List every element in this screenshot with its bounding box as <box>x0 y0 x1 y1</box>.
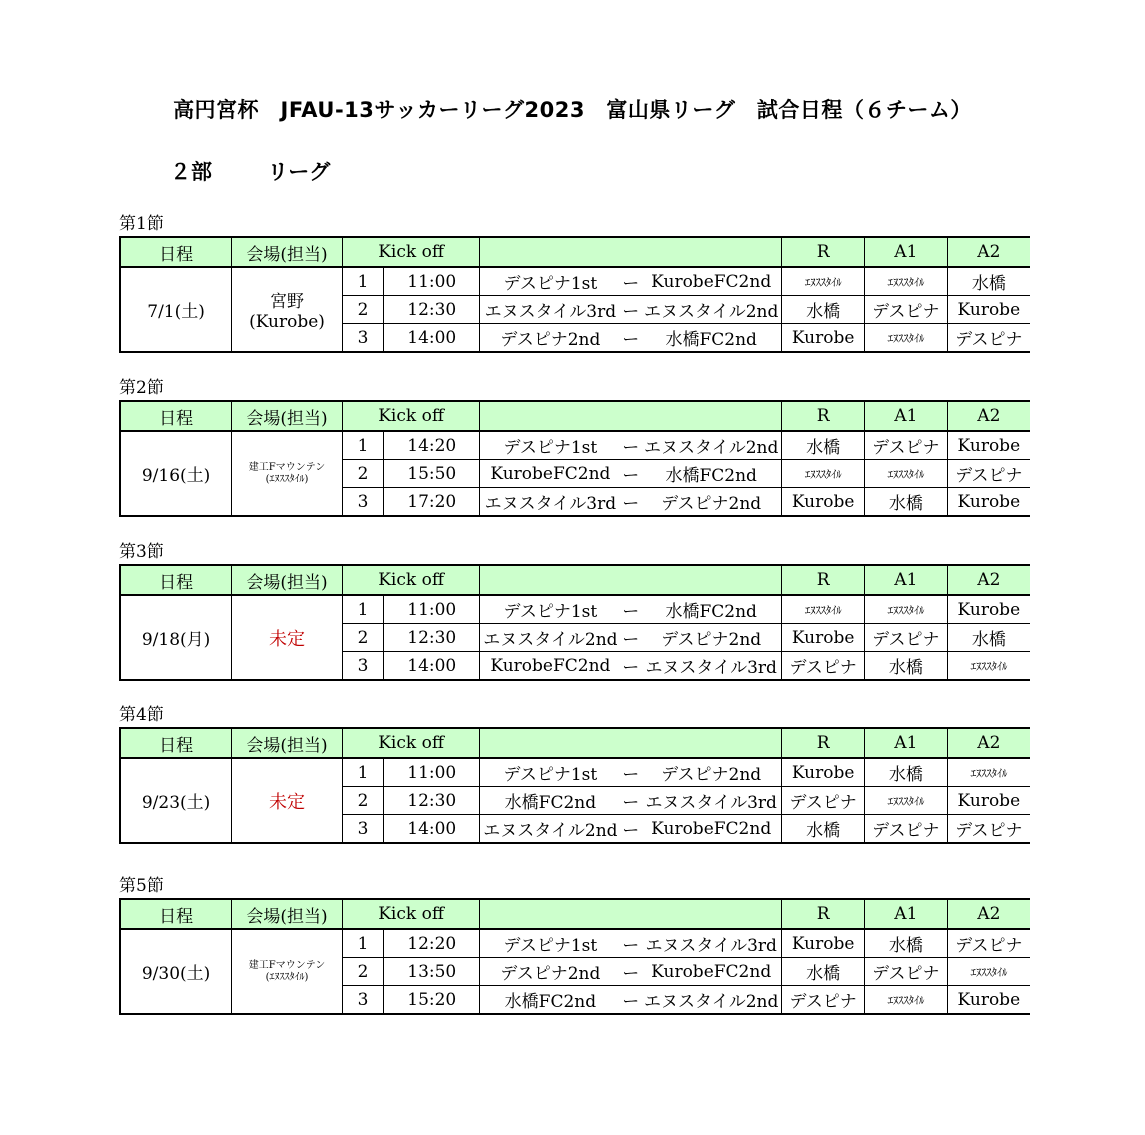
away-team: 水橋FC2nd <box>641 595 782 624</box>
venue-name: 建工Fマウンテン <box>248 461 326 473</box>
header-assistant-1: A1 <box>864 237 947 267</box>
referee: 水橋 <box>782 958 865 986</box>
venue-name: 宮野 <box>269 292 304 312</box>
versus-separator: ー <box>620 296 641 324</box>
round-block <box>119 540 1030 681</box>
match-row <box>120 267 1030 296</box>
round-label: 第4節 <box>119 705 164 725</box>
match-venue <box>232 595 343 680</box>
header-referee: R <box>782 237 865 267</box>
schedule-table <box>119 400 1030 517</box>
assistant-1: ｴﾇｽｽﾀｲﾙ <box>864 986 947 1015</box>
header-kickoff: Kick off <box>342 237 480 267</box>
assistant-2: デスピナ <box>947 324 1030 353</box>
assistant-1: デスピナ <box>864 958 947 986</box>
away-team: エヌスタイル3rd <box>641 787 782 815</box>
assistant-1: デスピナ <box>864 431 947 460</box>
home-team: 水橋FC2nd <box>480 787 621 815</box>
header-assistant-2: A2 <box>947 899 1030 929</box>
match-number: 1 <box>342 267 383 296</box>
versus-separator: ー <box>620 815 641 844</box>
assistant-2: ｴﾇｽｽﾀｲﾙ <box>947 652 1030 681</box>
match-number: 1 <box>342 929 383 958</box>
away-team: エヌスタイル3rd <box>641 652 782 681</box>
schedule-table <box>119 236 1030 353</box>
round-label: 第1節 <box>119 214 164 234</box>
division-part: ２部 <box>170 160 212 184</box>
kickoff-time: 11:00 <box>384 267 480 296</box>
versus-separator: ー <box>620 431 641 460</box>
header-date: 日程 <box>120 565 232 595</box>
versus-separator: ー <box>620 324 641 353</box>
match-number: 3 <box>342 324 383 353</box>
match-date: 9/18(月) <box>120 595 232 680</box>
assistant-2: Kurobe <box>947 431 1030 460</box>
header-row <box>120 401 1030 431</box>
referee: 水橋 <box>782 815 865 844</box>
header-venue: 会場(担当) <box>232 728 343 758</box>
header-date: 日程 <box>120 899 232 929</box>
away-team: KurobeFC2nd <box>641 815 782 844</box>
assistant-1: 水橋 <box>864 652 947 681</box>
assistant-1: 水橋 <box>864 929 947 958</box>
venue-host: (Kurobe) <box>249 312 325 332</box>
header-row <box>120 728 1030 758</box>
match-venue <box>232 758 343 843</box>
match-row <box>120 758 1030 787</box>
round-label: 第3節 <box>119 542 164 562</box>
referee: Kurobe <box>782 488 865 517</box>
match-number: 2 <box>342 624 383 652</box>
match-number: 1 <box>342 431 383 460</box>
kickoff-time: 12:30 <box>384 624 480 652</box>
kickoff-time: 17:20 <box>384 488 480 517</box>
assistant-1: デスピナ <box>864 624 947 652</box>
match-number: 1 <box>342 758 383 787</box>
round-label: 第2節 <box>119 378 164 398</box>
assistant-2: ｴﾇｽｽﾀｲﾙ <box>947 758 1030 787</box>
referee: ｴﾇｽｽﾀｲﾙ <box>782 267 865 296</box>
venue-name: 未定 <box>268 628 305 650</box>
page-title: 高円宮杯 JFAU-13サッカーリーグ2023 富山県リーグ 試合日程（６チーム） <box>173 98 972 122</box>
header-match <box>480 237 782 267</box>
header-referee: R <box>782 565 865 595</box>
referee: Kurobe <box>782 624 865 652</box>
header-row <box>120 565 1030 595</box>
versus-separator: ー <box>620 460 641 488</box>
header-venue: 会場(担当) <box>232 899 343 929</box>
match-number: 3 <box>342 986 383 1015</box>
versus-separator: ー <box>620 652 641 681</box>
away-team: エヌスタイル2nd <box>641 431 782 460</box>
header-date: 日程 <box>120 401 232 431</box>
header-referee: R <box>782 728 865 758</box>
match-date: 7/1(土) <box>120 267 232 352</box>
assistant-1: ｴﾇｽｽﾀｲﾙ <box>864 787 947 815</box>
versus-separator: ー <box>620 488 641 517</box>
assistant-2: 水橋 <box>947 267 1030 296</box>
kickoff-time: 13:50 <box>384 958 480 986</box>
assistant-2: デスピナ <box>947 929 1030 958</box>
referee: デスピナ <box>782 652 865 681</box>
home-team: エヌスタイル2nd <box>480 624 621 652</box>
header-date: 日程 <box>120 237 232 267</box>
assistant-2: Kurobe <box>947 787 1030 815</box>
header-kickoff: Kick off <box>342 401 480 431</box>
header-assistant-2: A2 <box>947 565 1030 595</box>
header-assistant-1: A1 <box>864 401 947 431</box>
kickoff-time: 12:20 <box>384 929 480 958</box>
referee: 水橋 <box>782 431 865 460</box>
match-number: 3 <box>342 652 383 681</box>
schedule-table <box>119 564 1030 681</box>
away-team: 水橋FC2nd <box>641 324 782 353</box>
match-number: 2 <box>342 787 383 815</box>
home-team: デスピナ2nd <box>480 324 621 353</box>
versus-separator: ー <box>620 958 641 986</box>
header-match <box>480 565 782 595</box>
away-team: エヌスタイル2nd <box>641 986 782 1015</box>
header-assistant-1: A1 <box>864 728 947 758</box>
header-match <box>480 401 782 431</box>
home-team: デスピナ1st <box>480 595 621 624</box>
home-team: デスピナ1st <box>480 758 621 787</box>
referee: Kurobe <box>782 758 865 787</box>
versus-separator: ー <box>620 624 641 652</box>
versus-separator: ー <box>620 595 641 624</box>
match-date: 9/30(土) <box>120 929 232 1014</box>
away-team: デスピナ2nd <box>641 488 782 517</box>
header-assistant-1: A1 <box>864 565 947 595</box>
header-venue: 会場(担当) <box>232 237 343 267</box>
away-team: エヌスタイル3rd <box>641 929 782 958</box>
versus-separator: ー <box>620 267 641 296</box>
kickoff-time: 11:00 <box>384 595 480 624</box>
match-number: 2 <box>342 460 383 488</box>
schedule-table <box>119 727 1030 844</box>
match-number: 1 <box>342 595 383 624</box>
header-row <box>120 899 1030 929</box>
match-venue <box>232 431 343 516</box>
kickoff-time: 14:00 <box>384 324 480 353</box>
round-block <box>119 874 1030 1015</box>
home-team: エヌスタイル3rd <box>480 488 621 517</box>
match-venue <box>232 929 343 1014</box>
kickoff-time: 12:30 <box>384 787 480 815</box>
header-assistant-2: A2 <box>947 237 1030 267</box>
round-label: 第5節 <box>119 876 164 896</box>
versus-separator: ー <box>620 929 641 958</box>
kickoff-time: 14:00 <box>384 815 480 844</box>
assistant-2: Kurobe <box>947 296 1030 324</box>
assistant-2: Kurobe <box>947 595 1030 624</box>
schedule-table <box>119 898 1030 1015</box>
assistant-2: Kurobe <box>947 488 1030 517</box>
away-team: デスピナ2nd <box>641 624 782 652</box>
round-block <box>119 212 1030 353</box>
home-team: デスピナ2nd <box>480 958 621 986</box>
referee: Kurobe <box>782 324 865 353</box>
assistant-1: デスピナ <box>864 815 947 844</box>
referee: ｴﾇｽｽﾀｲﾙ <box>782 595 865 624</box>
venue-host: (ｴﾇｽｽﾀｲﾙ) <box>265 473 309 485</box>
kickoff-time: 12:30 <box>384 296 480 324</box>
home-team: 水橋FC2nd <box>480 986 621 1015</box>
assistant-2: デスピナ <box>947 460 1030 488</box>
assistant-1: 水橋 <box>864 758 947 787</box>
venue-name: 建工Fマウンテン <box>248 959 326 971</box>
home-team: エヌスタイル3rd <box>480 296 621 324</box>
assistant-1: ｴﾇｽｽﾀｲﾙ <box>864 267 947 296</box>
away-team: エヌスタイル2nd <box>641 296 782 324</box>
home-team: デスピナ1st <box>480 929 621 958</box>
header-kickoff: Kick off <box>342 899 480 929</box>
away-team: KurobeFC2nd <box>641 267 782 296</box>
away-team: KurobeFC2nd <box>641 958 782 986</box>
round-block <box>119 703 1030 844</box>
home-team: デスピナ1st <box>480 267 621 296</box>
referee: デスピナ <box>782 787 865 815</box>
away-team: デスピナ2nd <box>641 758 782 787</box>
division-heading <box>170 156 330 186</box>
referee: 水橋 <box>782 296 865 324</box>
match-venue <box>232 267 343 352</box>
header-kickoff: Kick off <box>342 728 480 758</box>
home-team: KurobeFC2nd <box>480 460 621 488</box>
venue-host: (ｴﾇｽｽﾀｲﾙ) <box>265 971 309 983</box>
match-date: 9/16(土) <box>120 431 232 516</box>
home-team: デスピナ1st <box>480 431 621 460</box>
assistant-1: 水橋 <box>864 488 947 517</box>
referee: Kurobe <box>782 929 865 958</box>
match-number: 2 <box>342 296 383 324</box>
referee: デスピナ <box>782 986 865 1015</box>
kickoff-time: 14:00 <box>384 652 480 681</box>
header-assistant-2: A2 <box>947 401 1030 431</box>
header-assistant-2: A2 <box>947 728 1030 758</box>
match-date: 9/23(土) <box>120 758 232 843</box>
match-row <box>120 431 1030 460</box>
assistant-2: 水橋 <box>947 624 1030 652</box>
round-block <box>119 376 1030 517</box>
kickoff-time: 15:20 <box>384 986 480 1015</box>
kickoff-time: 11:00 <box>384 758 480 787</box>
kickoff-time: 15:50 <box>384 460 480 488</box>
division-league: リーグ <box>267 160 331 184</box>
kickoff-time: 14:20 <box>384 431 480 460</box>
header-date: 日程 <box>120 728 232 758</box>
home-team: エヌスタイル2nd <box>480 815 621 844</box>
match-row <box>120 929 1030 958</box>
header-assistant-1: A1 <box>864 899 947 929</box>
header-referee: R <box>782 899 865 929</box>
header-row <box>120 237 1030 267</box>
header-venue: 会場(担当) <box>232 565 343 595</box>
assistant-2: デスピナ <box>947 815 1030 844</box>
match-number: 3 <box>342 815 383 844</box>
assistant-1: ｴﾇｽｽﾀｲﾙ <box>864 460 947 488</box>
versus-separator: ー <box>620 758 641 787</box>
match-row <box>120 595 1030 624</box>
referee: ｴﾇｽｽﾀｲﾙ <box>782 460 865 488</box>
header-match <box>480 728 782 758</box>
assistant-1: ｴﾇｽｽﾀｲﾙ <box>864 595 947 624</box>
header-venue: 会場(担当) <box>232 401 343 431</box>
venue-name: 未定 <box>268 791 305 813</box>
home-team: KurobeFC2nd <box>480 652 621 681</box>
match-number: 2 <box>342 958 383 986</box>
assistant-1: デスピナ <box>864 296 947 324</box>
assistant-2: Kurobe <box>947 986 1030 1015</box>
versus-separator: ー <box>620 986 641 1015</box>
assistant-2: ｴﾇｽｽﾀｲﾙ <box>947 958 1030 986</box>
header-kickoff: Kick off <box>342 565 480 595</box>
away-team: 水橋FC2nd <box>641 460 782 488</box>
match-number: 3 <box>342 488 383 517</box>
assistant-1: ｴﾇｽｽﾀｲﾙ <box>864 324 947 353</box>
versus-separator: ー <box>620 787 641 815</box>
header-match <box>480 899 782 929</box>
header-referee: R <box>782 401 865 431</box>
